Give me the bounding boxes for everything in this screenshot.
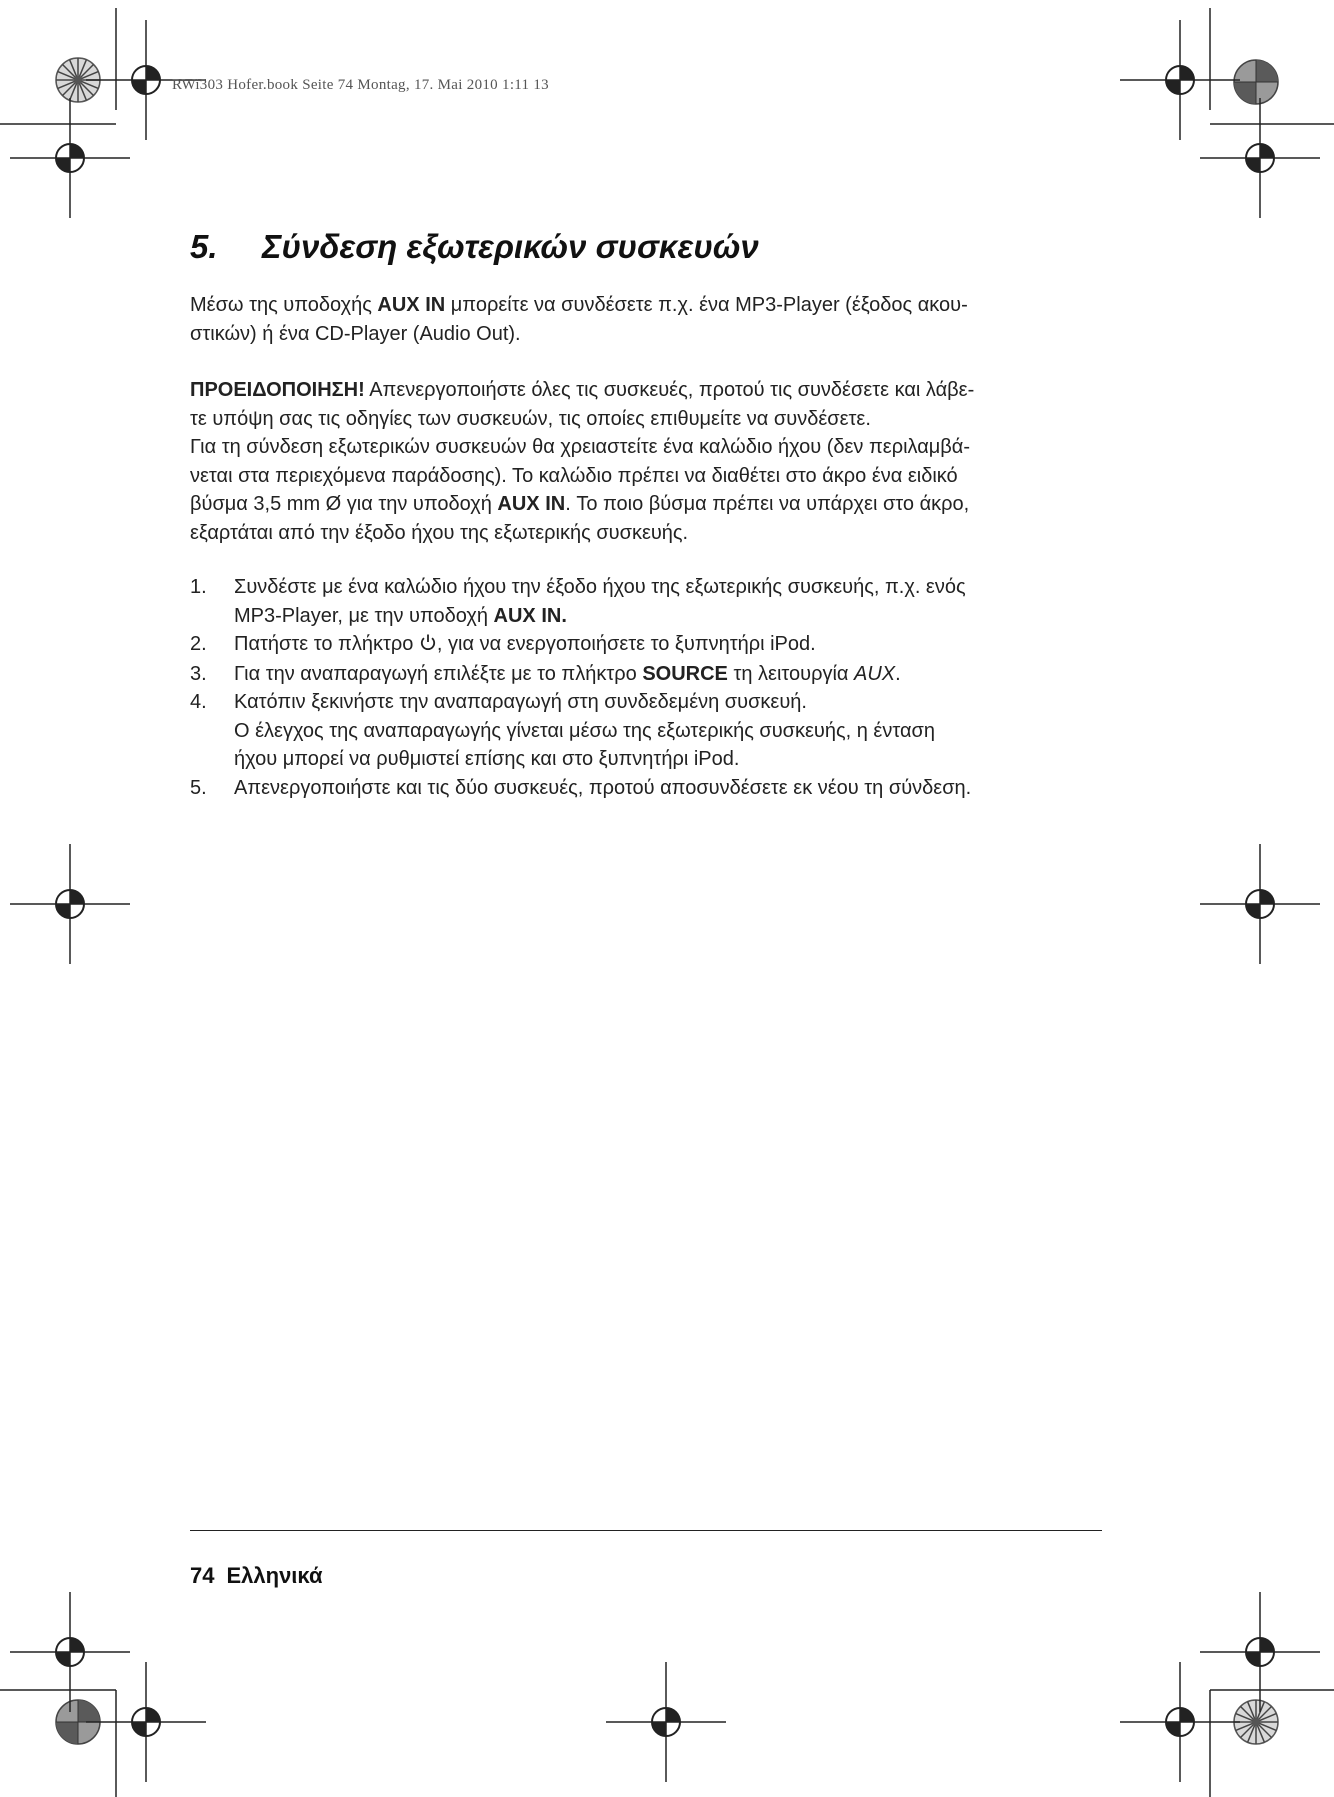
page-number: 74 xyxy=(190,1563,215,1588)
aux-mode-label: AUX xyxy=(854,662,896,685)
step-text: Συνδέστε με ένα καλώδιο ήχου την έξοδο ήχου της εξωτερικής συσκευής, π.χ. ενός xyxy=(234,576,966,598)
list-item xyxy=(190,660,1108,689)
footer-divider xyxy=(190,1530,1102,1531)
step-text: Για την αναπαραγωγή επιλέξτε με το πλήκτρο xyxy=(234,662,643,685)
section-number: 5. xyxy=(190,228,218,265)
list-item xyxy=(190,573,1108,630)
step-number: 1. xyxy=(190,576,207,598)
warning-text: βύσμα 3,5 mm Ø για την υποδοχή xyxy=(190,493,498,515)
list-item xyxy=(190,774,1108,803)
step-number: 3. xyxy=(190,662,207,685)
page-footer xyxy=(190,1563,322,1589)
footer-language: Ελληνικά xyxy=(226,1563,323,1588)
power-icon xyxy=(419,631,437,660)
step-number: 2. xyxy=(190,633,207,655)
step-text: Κατόπιν ξεκινήστε την αναπαραγωγή στη συνδεδεμένη συσκευή. xyxy=(234,691,807,713)
warning-text: Για τη σύνδεση εξωτερικών συσκευών θα χρειαστείτε ένα καλώδιο ήχου (δεν περιλαμβά- xyxy=(190,436,971,458)
section-heading xyxy=(190,228,759,266)
section-title: Σύνδεση εξωτερικών συσκευών xyxy=(262,228,759,265)
warning-label: ΠΡΟΕΙΔΟΠΟΙΗΣΗ! xyxy=(190,379,365,401)
warning-text: νεται στα περιεχόμενα παράδοσης). Το καλώδιο πρέπει να διαθέτει στο άκρο ένα ειδικό xyxy=(190,464,958,487)
warning-paragraph xyxy=(190,376,1108,547)
step-text: Απενεργοποιήστε και τις δύο συσκευές, προτού αποσυνδέσετε εκ νέου τη σύνδεση. xyxy=(234,776,972,799)
warning-text: εξαρτάται από την έξοδο ήχου της εξωτερικής συσκευής. xyxy=(190,521,689,544)
source-button-label: SOURCE xyxy=(642,662,728,685)
step-text: Πατήστε το πλήκτρο xyxy=(234,633,419,655)
warning-text: Απενεργοποιήστε όλες τις συσκευές, προτού τις συνδέσετε και λάβε- xyxy=(364,379,975,401)
step-number: 4. xyxy=(190,691,207,713)
warning-text: τε υπόψη σας τις οδηγίες των συσκευών, τις οποίες επιθυμείτε να συνδέσετε. xyxy=(190,407,871,430)
intro-text: Μέσω της υποδοχής xyxy=(190,294,378,316)
list-item xyxy=(190,630,1108,660)
step-text: τη λειτουργία xyxy=(727,662,855,685)
step-text: . xyxy=(895,662,901,685)
aux-in-label: AUX IN xyxy=(377,294,446,316)
step-text: Ο έλεγχος της αναπαραγωγής γίνεται μέσω της εξωτερικής συσκευής, η ένταση xyxy=(234,719,935,742)
step-text: ήχου μπορεί να ρυθμιστεί επίσης και στο ξυπνητήρι iPod. xyxy=(234,748,740,770)
print-file-header: RWi303 Hofer.book Seite 74 Montag, 17. Mai 2010 1:11 13 xyxy=(172,77,549,93)
aux-in-label: AUX IN. xyxy=(493,604,567,627)
page-content xyxy=(190,291,1108,802)
aux-in-label: AUX IN xyxy=(497,493,566,515)
list-item xyxy=(190,688,1108,774)
intro-paragraph xyxy=(190,291,1108,348)
instruction-steps xyxy=(190,573,1108,802)
step-text: MP3-Player, με την υποδοχή xyxy=(234,604,494,627)
step-number: 5. xyxy=(190,776,207,799)
intro-text: στικών) ή ένα CD-Player (Audio Out). xyxy=(190,322,521,345)
intro-text: μπορείτε να συνδέσετε π.χ. ένα MP3-Player (έξοδος ακου- xyxy=(445,294,968,316)
warning-text: . Το ποιο βύσμα πρέπει να υπάρχει στο άκρο, xyxy=(565,493,970,515)
step-text: , για να ενεργοποιήσετε το ξυπνητήρι iPod. xyxy=(436,633,816,655)
